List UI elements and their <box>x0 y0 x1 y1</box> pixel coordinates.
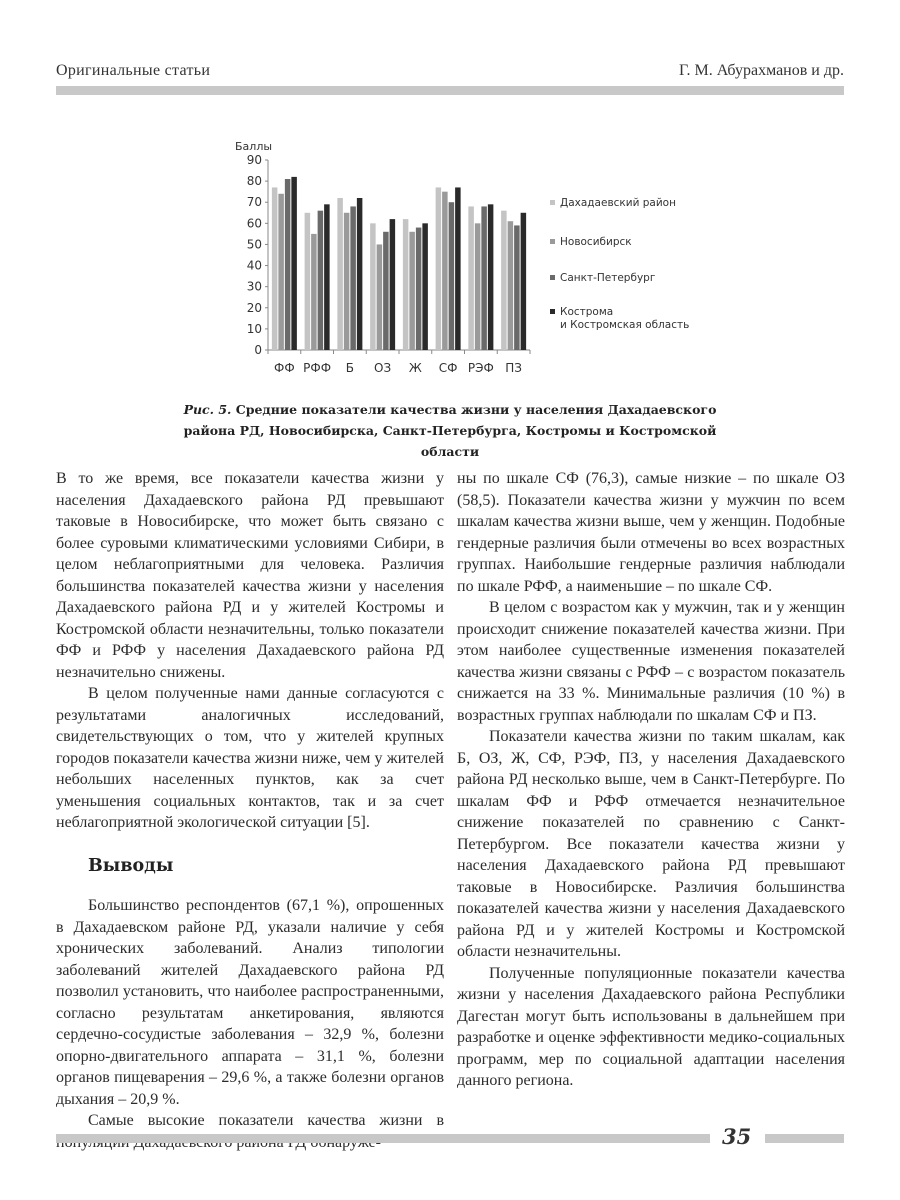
x-tick-label: ПЗ <box>505 361 522 375</box>
bar <box>285 179 291 350</box>
bar <box>370 223 376 350</box>
header-authors: Г. М. Абурахманов и др. <box>679 62 844 79</box>
x-tick-label: Б <box>345 361 354 375</box>
legend-swatch <box>550 275 555 280</box>
figure-caption-text: Средние показатели качества жизни у населения Дахадаевского района РД, Новосибирска, Санкт-Петербурга, Костромы и Костромской области <box>183 402 717 459</box>
legend-label: Кострома <box>560 306 614 318</box>
x-tick-label: РЭФ <box>467 361 494 375</box>
header-rule <box>56 86 844 95</box>
bar <box>488 204 494 350</box>
bar <box>383 232 389 350</box>
paragraph: Полученные популяционные показатели качества жизни у населения Дахадаевского района Республики Дагестан могут быть использованы в дальнейшем при разработке и оценке эффективности медико-социальных программ, мер по социальной адаптации населения данного региона. <box>457 964 845 1089</box>
x-tick-label: РФФ <box>303 361 332 375</box>
bar <box>409 232 415 350</box>
bar <box>278 194 284 350</box>
bar-chart-svg <box>230 140 700 390</box>
footer-rule-left <box>56 1134 710 1143</box>
paragraph: В целом полученные нами данные согласуются с результатами аналогичных исследований, свидетельствующих о том, что у жителей крупных городов показатели качества жизни ниже, чем у жителей небольших населенных пунктов, как за счет уменьшения социальных контактов, так и за счет неблагоприятной экологической ситуации [5]. <box>56 685 444 831</box>
bar <box>521 213 527 350</box>
bar <box>272 187 278 350</box>
y-tick-label: 0 <box>254 343 262 357</box>
header-section-name: Оригинальные статьи <box>56 62 211 79</box>
legend-swatch <box>550 239 555 244</box>
y-tick-label: 80 <box>246 174 262 189</box>
bar <box>377 244 383 350</box>
y-tick-label: 50 <box>246 237 262 252</box>
left-column <box>56 468 444 1153</box>
bar <box>291 177 297 350</box>
x-tick-label: ОЗ <box>374 361 392 375</box>
legend-label: Новосибирск <box>560 236 632 248</box>
paragraph: ны по шкале СФ (76,3), самые низкие – по шкале ОЗ (58,5). Показатели качества жизни у мужчин по всем шкалам качества жизни выше, чем у женщин. Подобные гендерные различия были отмечены во всех возрастных группах. Наибольшие гендерные различия наблюдали по шкале РФФ, а наименьшие – по шкале СФ. <box>457 470 845 595</box>
bar <box>390 219 396 350</box>
legend-label: и Костромская область <box>560 319 690 331</box>
y-tick-label: 70 <box>246 195 262 210</box>
bar <box>416 228 422 350</box>
bar <box>305 213 311 350</box>
bar <box>468 206 474 350</box>
x-tick-label: ФФ <box>274 361 295 375</box>
bar <box>442 192 448 350</box>
bar <box>403 219 409 350</box>
y-tick-label: 60 <box>246 216 262 231</box>
bar <box>508 221 514 350</box>
bar-chart <box>230 140 700 390</box>
bar <box>324 204 330 350</box>
figure-label: Рис. 5. <box>183 402 232 417</box>
bar <box>449 202 455 350</box>
bar <box>422 223 428 350</box>
bar <box>436 187 442 350</box>
bar <box>318 211 324 350</box>
x-tick-label: Ж <box>408 361 422 375</box>
legend-label: Дахадаевский район <box>560 197 676 209</box>
bar <box>350 206 356 350</box>
bar <box>514 225 520 350</box>
y-tick-label: 30 <box>246 279 262 294</box>
x-tick-label: СФ <box>438 361 458 375</box>
paragraph: В то же время, все показатели качества жизни у населения Дахадаевского района РД превышают таковые в Новосибирске, что может быть связано с более суровыми климатическими условиями Сибири, в целом неблагоприятными для человека. Различия большинства показателей качества жизни у населения Дахадаевского района РД и у жителей Костромы и Костромской области незначительны, только показатели ФФ и РФФ у населения Дахадаевского района РД незначительно снижены. <box>56 470 444 681</box>
bar <box>344 213 350 350</box>
running-header <box>56 62 844 82</box>
y-tick-label: 20 <box>246 300 262 315</box>
y-axis-label: Баллы <box>235 140 273 153</box>
legend-label: Санкт-Петербург <box>560 272 656 284</box>
bar <box>357 198 363 350</box>
legend-swatch <box>550 309 555 314</box>
bar <box>455 187 461 350</box>
paragraph: Большинство респондентов (67,1 %), опрошенных в Дахадаевском районе РД, указали наличие у себя хронических заболеваний. Анализ типологии заболеваний жителей Дахадаевского района РД позволил установить, что наиболее распространенными, согласно результатам анкетирования, являются сердечно-сосудистые заболевания – 32,9 %, болезни опорно-двигательного аппарата – 31,1 %, болезни органов пищеварения – 29,6 %, а также болезни органов дыхания – 20,9 %. <box>56 897 444 1108</box>
paragraph: Самые высокие показатели качества жизни в <box>88 1112 444 1129</box>
paragraph: Показатели качества жизни по таким шкалам, как Б, ОЗ, Ж, СФ, РЭФ, ПЗ, у населения Дахадаевского района РД несколько выше, чем в Санкт-Петербурге. По шкалам ФФ и РФФ отмечается незначительное снижение показателей по сравнению с Санкт-Петербургом. Все показатели качества жизни у населения Дахадаевского района РД превышают таковые в Новосибирске. Различия большинства показателей качества жизни у населения Дахадаевского района РД и у жителей Костромы и Костромской области незначительны. <box>457 728 845 960</box>
y-tick-label: 10 <box>246 321 262 336</box>
bar <box>311 234 317 350</box>
paragraph: В целом с возрастом как у мужчин, так и у женщин происходит снижение показателей качества жизни. При этом наиболее существенные изменения показателей качества жизни связаны с РФФ – с возрастом показатель снижается на 33 %. Минимальные различия (10 %) в возрастных группах наблюдали по шкалам СФ и ПЗ. <box>457 599 845 724</box>
legend-swatch <box>550 200 555 205</box>
section-heading: Выводы <box>88 855 174 876</box>
page-number: 35 <box>722 1124 752 1149</box>
right-column <box>457 468 845 1092</box>
bar <box>475 223 481 350</box>
bar <box>481 206 487 350</box>
bar <box>337 198 343 350</box>
y-tick-label: 40 <box>246 258 262 273</box>
footer-rule-right <box>765 1134 844 1143</box>
figure-caption <box>160 399 740 462</box>
y-tick-label: 90 <box>246 153 262 167</box>
bar <box>501 211 507 350</box>
